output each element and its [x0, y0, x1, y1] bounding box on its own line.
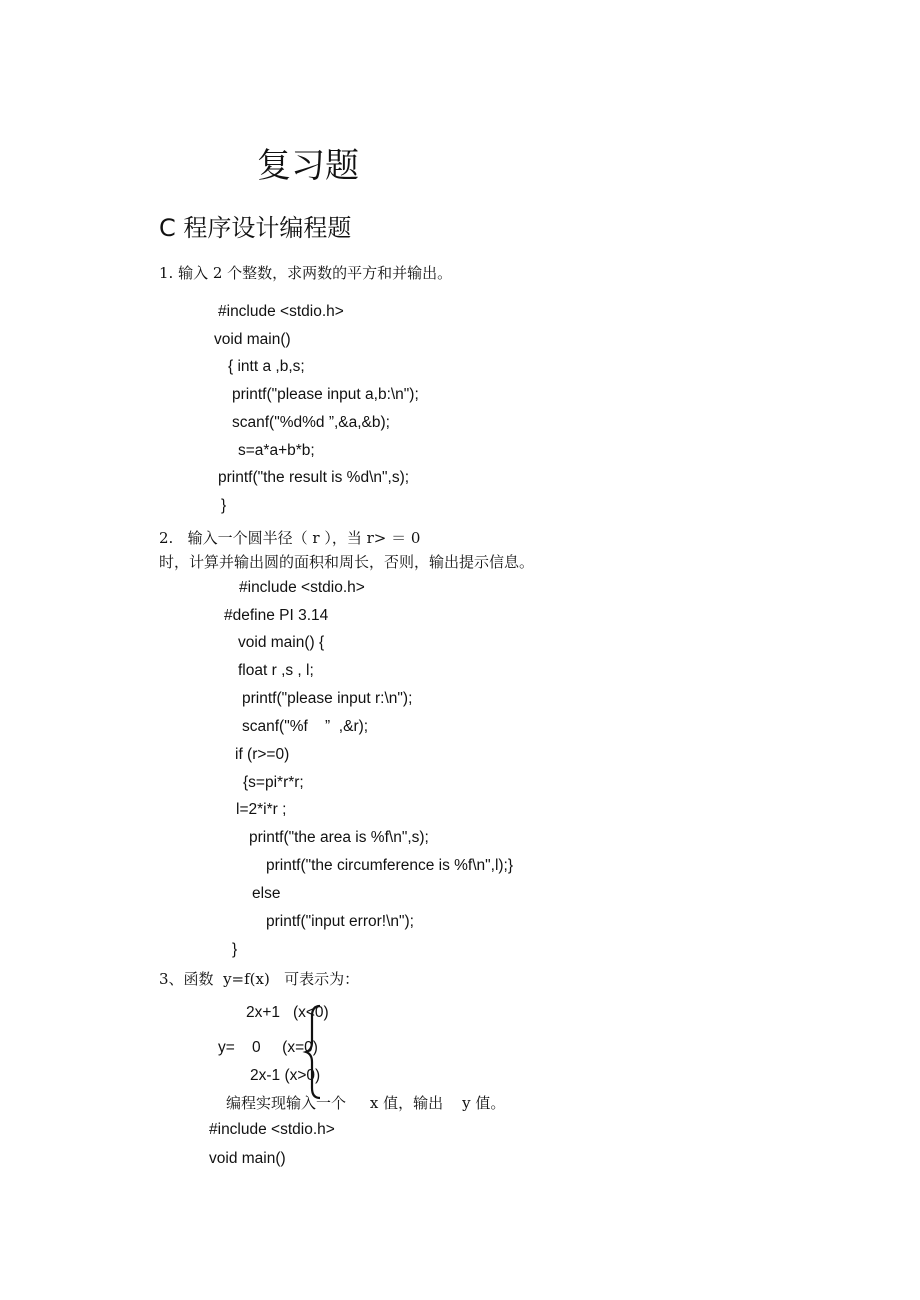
code-line: else — [252, 885, 281, 902]
code-line: printf("please input a,b:\n"); — [232, 386, 419, 403]
code-line: } — [221, 497, 227, 514]
code-line: {s=pi*r*r; — [243, 774, 304, 791]
code-line: printf("input error!\n"); — [266, 913, 414, 930]
code-line: #include <stdio.h> — [239, 579, 365, 596]
code-line: { intt a ,b,s; — [228, 358, 305, 375]
section-title: C 程序设计编程题 — [159, 214, 352, 242]
code-line: s=a*a+b*b; — [238, 442, 315, 459]
function-case: 2x+1 (x<0) — [246, 1004, 329, 1021]
code-line: if (r>=0) — [235, 746, 290, 763]
code-line: void main() — [214, 331, 291, 348]
code-line: #include <stdio.h> — [218, 303, 344, 320]
question-2-text: 2. 输入一个圆半径（ r ），当 r> ＝ 0 — [159, 529, 421, 547]
page-title: 复习题 — [257, 146, 359, 186]
function-case: 2x-1 (x>0) — [250, 1067, 321, 1084]
code-line: scanf("%f ” ,&r); — [242, 718, 369, 735]
code-line: printf("the area is %f\n",s); — [249, 829, 429, 846]
code-line: printf("the circumference is %f\n",l);} — [266, 857, 514, 874]
question-2-text-cont: 时，计算并输出圆的面积和周长，否则，输出提示信息。 — [159, 553, 535, 571]
code-line: #define PI 3.14 — [224, 607, 329, 624]
code-line: } — [232, 941, 238, 958]
code-line: void main() — [209, 1150, 286, 1167]
code-line: printf("please input r:\n"); — [242, 690, 413, 707]
code-line: float r ,s , l; — [238, 662, 314, 679]
code-line: printf("the result is %d\n",s); — [218, 469, 410, 486]
code-line: l=2*i*r ; — [236, 801, 287, 818]
question-1-text: 1. 输入 2 个整数，求两数的平方和并输出。 — [159, 264, 453, 282]
function-case: y= 0 (x=0) — [218, 1039, 318, 1056]
question-3-instruction: 编程实现输入一个 x 值，输出 y 值。 — [226, 1094, 506, 1112]
question-3-text: 3、函数 y=f(x) 可表示为： — [159, 970, 360, 988]
code-line: scanf("%d%d ”,&a,&b); — [232, 414, 390, 431]
code-line: #include <stdio.h> — [209, 1121, 335, 1138]
curly-brace-icon — [300, 1004, 330, 1100]
code-line: void main() { — [238, 634, 325, 651]
